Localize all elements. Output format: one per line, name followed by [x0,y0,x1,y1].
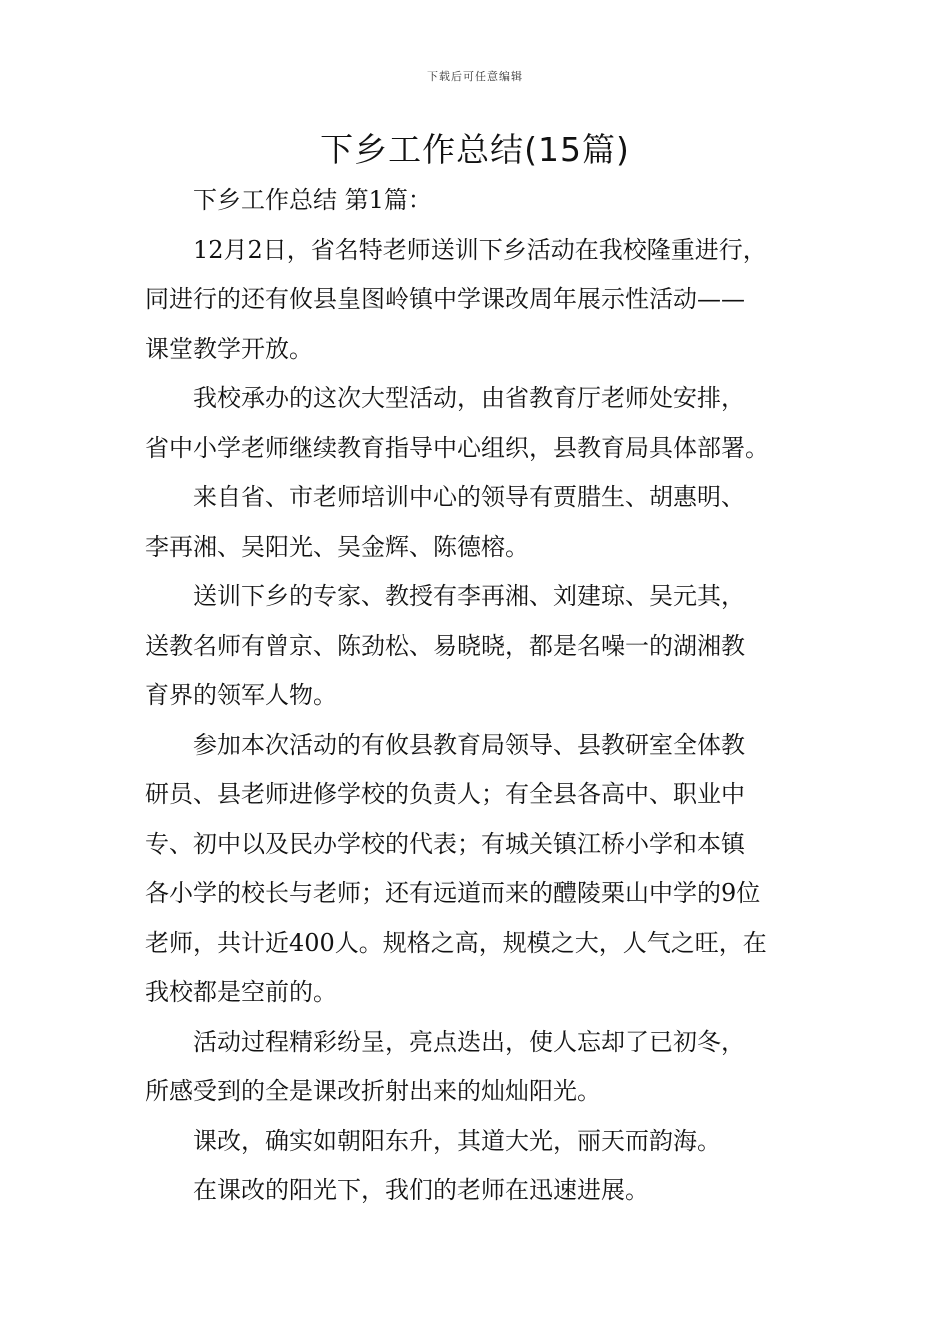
paragraph [145,1117,815,1167]
text-line: 育界的领军人物。 [145,681,337,709]
text-line: 活动过程精彩纷呈，亮点迭出，使人忘却了已初冬， [193,1027,745,1056]
text-line: 老师，共计近400人。规格之高，规模之大，人气之旺，在 [145,928,767,957]
text-line: 省中小学老师继续教育指导中心组织，县教育局具体部署。 [145,433,769,462]
document-body [145,176,815,1216]
text-line: 我校都是空前的。 [145,978,337,1006]
text-line: 所感受到的全是课改折射出来的灿灿阳光。 [145,1077,601,1105]
text-line: 专、初中以及民办学校的代表；有城关镇江桥小学和本镇 [145,829,745,858]
text-line: 我校承办的这次大型活动，由省教育厅老师处安排， [193,384,745,412]
paragraph [145,374,815,473]
paragraph [145,572,815,721]
paragraph [145,721,815,1018]
text-line: 研员、县老师进修学校的负责人；有全县各高中、职业中 [145,780,745,808]
paragraph [145,1166,815,1216]
paragraph [145,226,815,375]
text-line: 12月2日，省名特老师送训下乡活动在我校隆重进行， [193,235,767,264]
paragraph [145,1018,815,1117]
paragraph [145,473,815,572]
text-line: 在课改的阳光下，我们的老师在迅速进展。 [193,1176,649,1204]
text-line: 课堂教学开放。 [145,334,313,363]
text-line: 李再湘、吴阳光、吴金辉、陈德榕。 [145,532,529,561]
text-line: 下乡工作总结 第1篇： [193,186,432,214]
text-line: 同进行的还有攸县皇图岭镇中学课改周年展示性活动—— [145,285,745,313]
text-line: 送教名师有曾京、陈劲松、易晓晓，都是名噪一的湖湘教 [145,631,745,660]
text-line: 送训下乡的专家、教授有李再湘、刘建琼、吴元其， [193,582,745,610]
text-line: 课改，确实如朝阳东升，其道大光，丽天而韵海。 [193,1126,721,1155]
text-line: 各小学的校长与老师；还有远道而来的醴陵栗山中学的9位 [145,879,761,907]
text-line: 来自省、市老师培训中心的领导有贾腊生、胡惠明、 [193,483,745,511]
document-title: 下乡工作总结(15篇) [320,130,630,169]
header-note: 下载后可任意编辑 [427,70,523,83]
paragraph-section-heading [145,176,815,226]
text-line: 参加本次活动的有攸县教育局领导、县教研室全体教 [193,730,745,759]
